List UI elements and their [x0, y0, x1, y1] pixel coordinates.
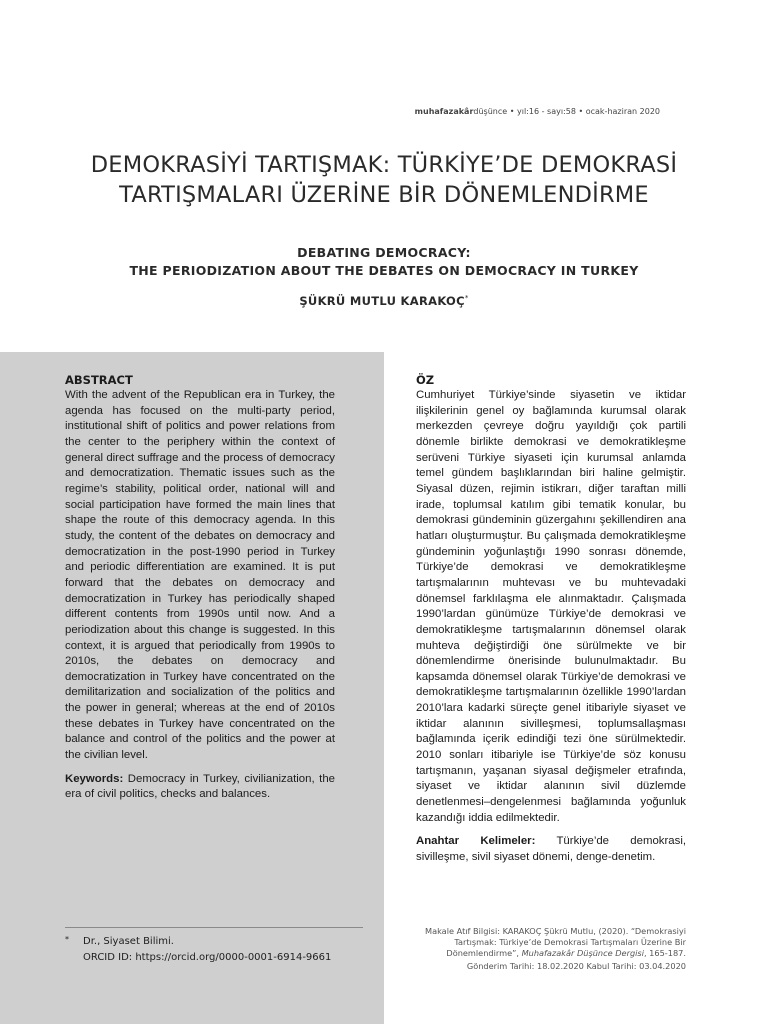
oz-heading: ÖZ	[416, 373, 435, 387]
keywords-text: Democracy in Turkey, civilianization, the era of civil politics, checks and balances.	[65, 772, 335, 801]
abstract-keywords	[65, 772, 335, 803]
submission-dates: Gönderim Tarihi: 18.02.2020 Kabul Tarihi: 03.04.2020	[466, 961, 686, 971]
citation-prefix: Makale Atıf Bilgisi: KARAKOÇ Şükrü Mutlu, (2020). “Demokrasiyi Tartışmak: Türkiye’de Demokrasi Tartışmaları Üzerine Bir Dönemlendirme”,	[425, 926, 686, 958]
anahtar-kelimeler-label: Anahtar Kelimeler:	[416, 835, 536, 848]
footnote-divider	[65, 927, 363, 928]
citation-reference	[401, 926, 686, 959]
issue-info: • yıl:16 - sayı:58 • ocak-haziran 2020	[507, 107, 660, 116]
english-abstract	[65, 373, 335, 803]
english-title-line-1: DEBATING DEMOCRACY:	[297, 245, 471, 260]
citation-journal: Muhafazakâr Düşünce Dergisi	[521, 948, 644, 958]
english-title	[84, 244, 684, 280]
footnote-orcid: ORCID ID: https://orcid.org/0000-0001-6914-9661	[83, 952, 332, 963]
author-footnote	[65, 934, 365, 966]
abstract-heading: ABSTRACT	[65, 373, 133, 387]
citation-pages: , 165-187.	[643, 948, 686, 958]
journal-name-rest: düşünce	[473, 107, 508, 116]
turkish-abstract	[416, 373, 686, 866]
oz-text: Cumhuriyet Türkiye’sinde siyasetin ve iktidar ilişkilerinin genel oy bağlamında kurumsal olarak merkezden çevreye doğru yayıldığı çok partili dönemle birlikte demokrasi ve demokratikleşme serüveni Türkiye siyaseti için kurumsal anlamda temel gündem başlıklarından biri haline gelmiştir. Siyasal düzen, rejimin istikrarı, diğer taraftan milli irade, toplumsal katılım gibi tematik konular, bu demokrasi gündeminin güzergahını şekillendiren ana hatları oluşturmuştur. Bu çalışmada demokratikleşme gündeminin yoğunlaştığı 1990 sonrası dönemde, Türkiye’de demokrasi ve demokratikleşme tartışmalarının muhtevası ve bu muhtevadaki dönemsel farklılaşma ele alınmaktadır. Çalışmada 1990’lardan günümüze Türkiye’de demokrasi ve demokratikleşme tartışmalarının dönemsel olarak muhteva değiştirdiği öne sürülmekte ve bir dönemlendirme önerisinde bulunulmaktadır. Bu kapsamda dönemsel olarak Türkiye’de demokrasi ve demokratikleşme tartışmalarının özellikle 1990’lardan 2010’lara kadarki süreçte genel itibariyle siyaset ve iktidar alanının sivilleşmesi, toplumsallaşması bağlamında içerik edindiği tezi öne sürülmektedir. 2010 sonları itibariyle ise Türkiye’de söz konusu tartışmanın, yaşanan siyasal değişmeler etrafında, siyaset ve iktidar alanının sivil düzlemde denetlenmesi–dengelenmesi bağlamında yoğunluk kazandığı iddia edilmektedir.	[416, 389, 686, 824]
anahtar-kelimeler-text: Türkiye’de demokrasi, sivilleşme, sivil siyaset dönemi, denge-denetim.	[416, 835, 687, 864]
citation-info	[401, 926, 686, 972]
abstract-text: With the advent of the Republican era in Turkey, the agenda has focused on the multi-party period, institutional shift of politics and power relations from the center to the periphery within the context of general direct suffrage and the process of democracy and democratization. Thematic issues such as the regime’s stability, political order, national will and social participation have formed the main lines that shape the route of this democracy agenda. In this study, the content of the debates on democracy and democratization in the post-1990 period in Turkey and periodic differentiation are examined. It is put forward that the debates on democracy and democratization in Turkey has periodically shaped different contents from 1990s until now. And a periodization about this change is suggested. In this context, it is argued that periodically from 1990s to 2010s, the debates on democracy and democratization in Turkey have concentrated on the demilitarization and socialization of the politics and the power in general; whereas at the end of 2010s these debates in Turkey have concentrated on the balance and control of the politics and the power at the civilian level.	[65, 389, 335, 762]
author-footnote-mark: *	[464, 294, 469, 303]
author-name	[84, 294, 684, 308]
oz-keywords	[416, 834, 686, 865]
footnote-mark: *	[65, 935, 69, 944]
author-name-text: ŞÜKRÜ MUTLU KARAKOÇ	[299, 294, 465, 308]
english-title-line-2: THE PERIODIZATION ABOUT THE DEBATES ON DEMOCRACY IN TURKEY	[129, 263, 639, 278]
keywords-label: Keywords:	[65, 772, 124, 785]
running-header	[415, 107, 660, 116]
footnote-affiliation: Dr., Siyaset Bilimi.	[83, 936, 174, 947]
journal-name: muhafazakâr	[414, 107, 474, 116]
turkish-title: DEMOKRASİYİ TARTIŞMAK: TÜRKİYE’DE DEMOKRASİ TARTIŞMALARI ÜZERİNE BİR DÖNEMLENDİRME	[90, 152, 678, 208]
